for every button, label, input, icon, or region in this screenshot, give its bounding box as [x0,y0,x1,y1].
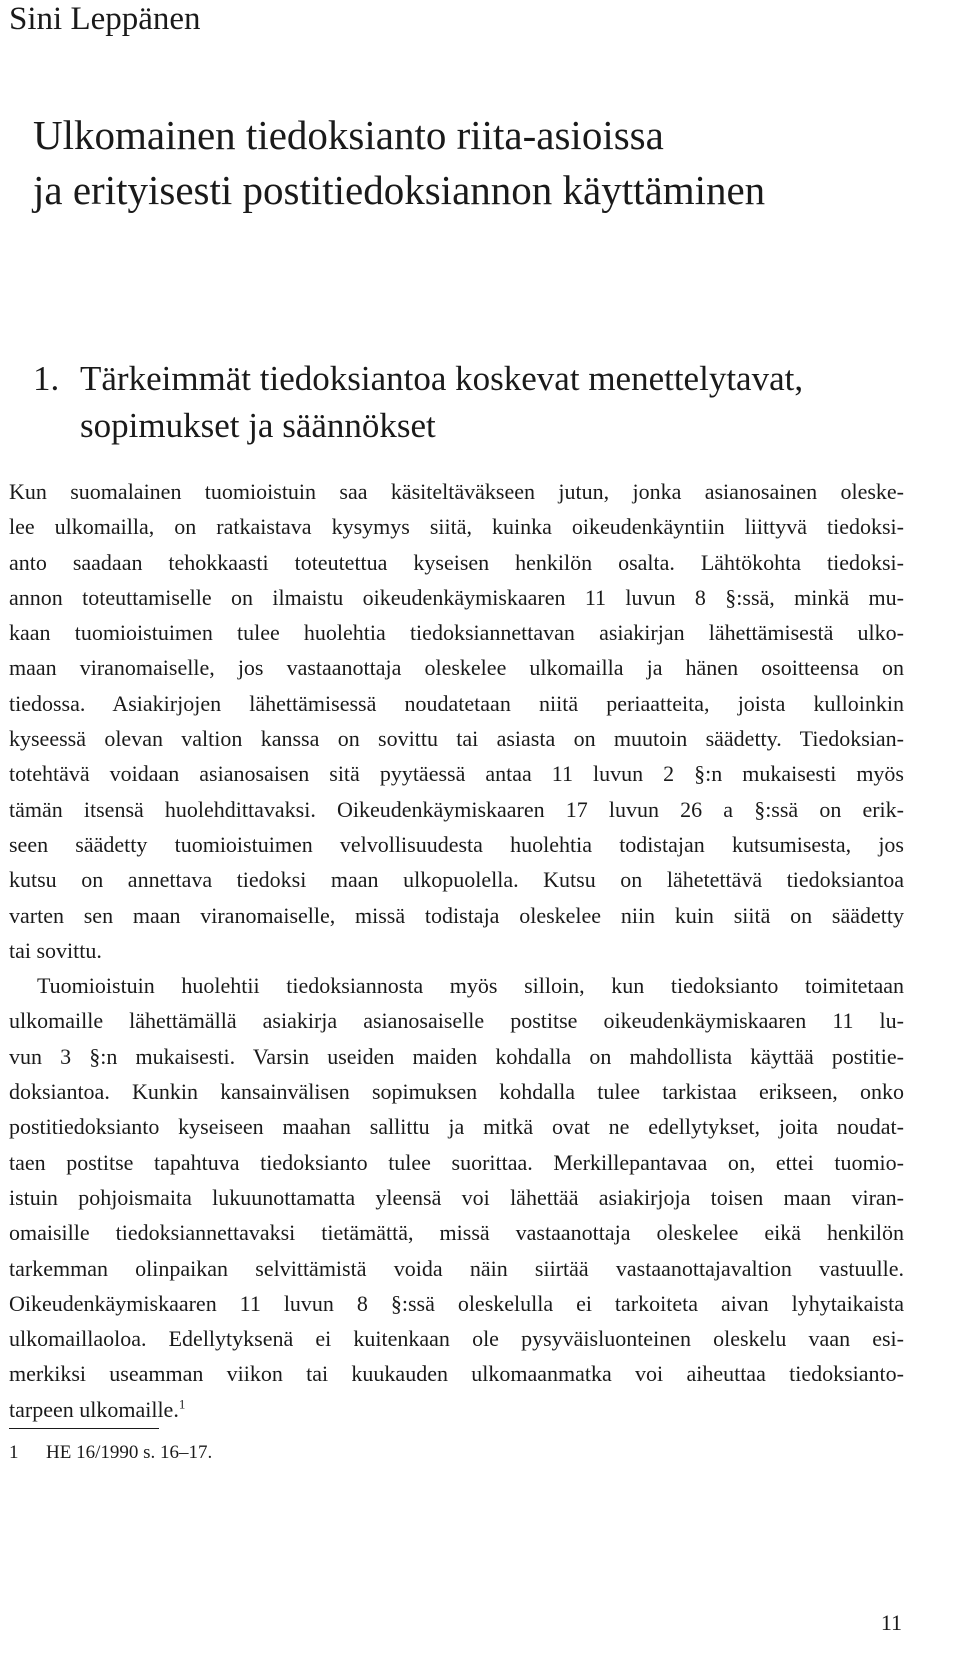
body-line: tai sovittu. [9,937,102,963]
page-number: 11 [880,1610,902,1635]
body-line-text: tarpeen ulkomaille. [9,1396,179,1422]
article-title [33,108,765,218]
body-line: tämän itsensä huolehdittavaksi. Oikeudenkäymiskaaren 17 luvun 26 a §:ssä on erik- [9,796,904,822]
body-line: kyseessä olevan valtion kanssa on sovittu tai asiasta on muutoin säädetty. Tiedoksian- [9,726,904,752]
author-name: Sini Leppänen [9,1,201,37]
body-line: annon toteuttamiselle on ilmaistu oikeudenkäymiskaaren 11 luvun 8 §:ssä, minkä mu- [9,584,904,610]
body-line: istuin pohjoismaita lukuunottamatta yleensä voi lähettää asiakirjoja toisen maan viran- [9,1184,904,1210]
body-line: maan viranomaiselle, jos vastaanottaja oleskelee ulkomailla ja hänen osoitteensa on [9,655,904,681]
footnote-number: 1 [9,1442,19,1463]
body-line: ulkomaille lähettämällä asiakirja asianosaiselle postitse oikeudenkäymiskaaren 11 lu- [9,1008,904,1034]
article-title-line-2: ja erityisesti postitiedoksiannon käyttäminen [33,167,766,213]
paragraph-first-line: Tuomioistuin huolehtii tiedoksiannosta myös silloin, kun tiedoksianto toimitetaan [37,973,904,999]
body-line: lee ulkomailla, on ratkaistava kysymys siitä, kuinka oikeudenkäyntiin liittyvä tiedoksi- [9,514,904,540]
body-line: Oikeudenkäymiskaaren 11 luvun 8 §:ssä oleskelulla ei tarkoiteta aivan lyhytaikaista [9,1290,904,1316]
article-title-line-1: Ulkomainen tiedoksianto riita-asioissa [33,112,664,158]
body-line: doksiantoa. Kunkin kansainvälisen sopimuksen kohdalla tulee tarkistaa erikseen, onko [9,1079,904,1105]
footnote [9,1438,212,1468]
body-line: totehtävä voidaan asianosaisen sitä pyytäessä antaa 11 luvun 2 §:n mukaisesti myös [9,761,904,787]
body-line: kaan tuomioistuimen tulee huolehtia tiedoksiannettavan asiakirjan lähettämisestä ulko- [9,620,904,646]
body-line: omaisille tiedoksiannettavaksi tietämättä, missä vastaanottaja oleskelee eikä henkilön [9,1220,904,1246]
body-line: tiedossa. Asiakirjojen lähettämisessä noudatetaan niitä periaatteita, joista kulloinkin [9,690,904,716]
body-line: postitiedoksianto kyseiseen maahan sallittu ja mitkä ovat ne edellytykset, joita noudat- [9,1114,904,1140]
body-text [9,474,904,1427]
footnote-text: HE 16/1990 s. 16–17. [46,1442,213,1463]
body-line-with-footnote-ref [9,1392,904,1427]
section-heading-line-2: sopimukset ja säännökset [80,406,436,445]
section-number: 1. [33,359,60,398]
body-line: varten sen maan viranomaiselle, missä todistaja oleskelee niin kuin siitä on säädetty [9,902,904,928]
footnote-reference: 1 [178,1396,186,1412]
body-line: ulkomaillaoloa. Edellytyksenä ei kuitenkaan ole pysyväisluonteinen oleskelu vaan esi- [9,1326,904,1352]
body-line: merkiksi useamman viikon tai kuukauden ulkomaanmatka voi aiheuttaa tiedoksianto- [9,1361,904,1387]
body-line: anto saadaan tehokkaasti toteutettua kyseisen henkilön osalta. Lähtökohta tiedoksi- [9,549,904,575]
body-line: vun 3 §:n mukaisesti. Varsin useiden maiden kohdalla on mahdollista käyttää postitie- [9,1043,904,1069]
body-line: taen postitse tapahtuva tiedoksianto tulee suorittaa. Merkillepantavaa on, ettei tuomio- [9,1149,904,1175]
footnote-divider [9,1428,159,1429]
body-line: kutsu on annettava tiedoksi maan ulkopuolella. Kutsu on lähetettävä tiedoksiantoa [9,867,904,893]
section-heading-line-1: Tärkeimmät tiedoksiantoa koskevat menettelytavat, [80,359,804,398]
body-line: seen säädetty tuomioistuimen velvollisuudesta huolehtia todistajan kutsumisesta, jos [9,831,904,857]
body-line: Kun suomalainen tuomioistuin saa käsiteltäväkseen jutun, jonka asianosainen oleske- [9,479,904,504]
body-line: tarkemman olinpaikan selvittämistä voida näin siirtää vastaanottajavaltion vastuulle. [9,1255,904,1281]
section-heading [33,355,803,449]
